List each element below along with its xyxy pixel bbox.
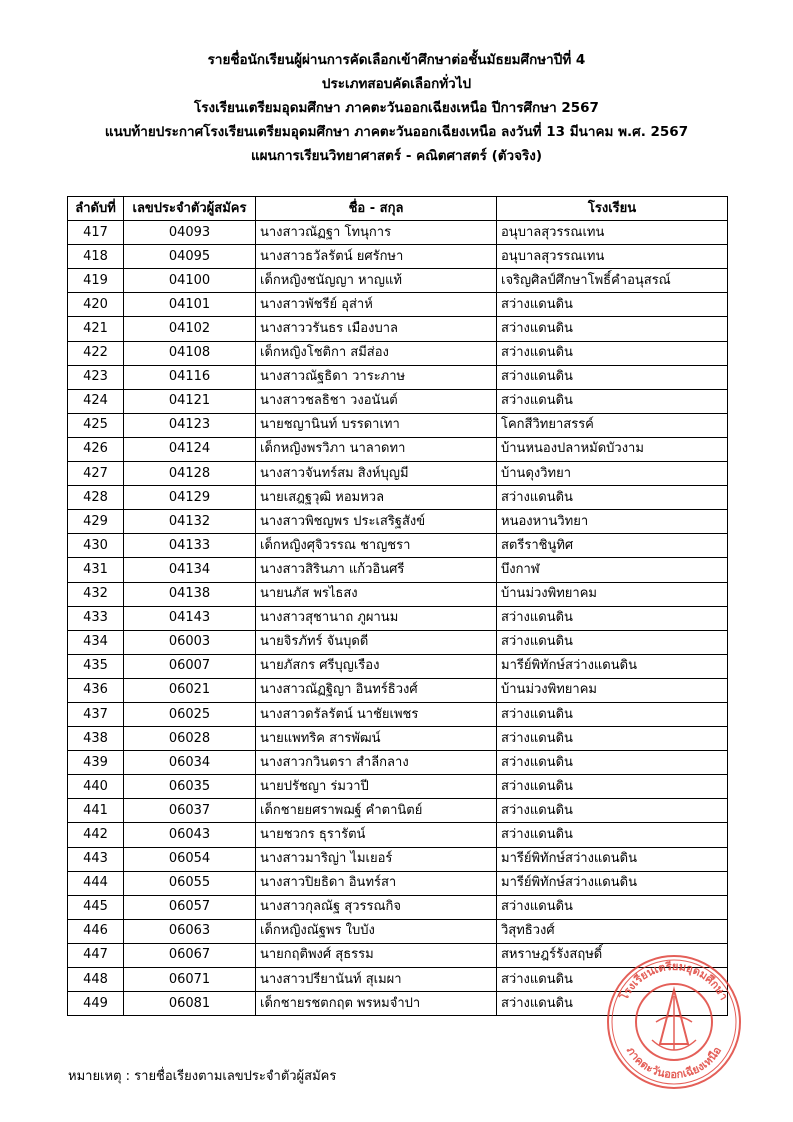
cell-name: นางสาวกวินตรา สำลีกลาง — [256, 751, 497, 775]
cell-applicant-no: 04101 — [124, 293, 256, 317]
cell-school: มารีย์พิทักษ์สว่างแดนดิน — [497, 871, 728, 895]
table-row — [68, 606, 728, 630]
table-row — [68, 269, 728, 293]
table-row — [68, 895, 728, 919]
cell-name: นางสาวปิยธิดา อินทร์สา — [256, 871, 497, 895]
cell-name: นางสาวณัฏฐา โทนุการ — [256, 221, 497, 245]
cell-name: นายกฤติพงศ์ สุธรรม — [256, 943, 497, 967]
cell-applicant-no: 04143 — [124, 606, 256, 630]
table-row — [68, 486, 728, 510]
header-exam-type: ประเภทสอบคัดเลือกทั่วไป — [321, 76, 472, 92]
cell-applicant-no: 06034 — [124, 751, 256, 775]
cell-order: 448 — [68, 968, 124, 992]
table-row — [68, 293, 728, 317]
cell-order: 449 — [68, 992, 124, 1016]
cell-school: สว่างแดนดิน — [497, 630, 728, 654]
cell-order: 418 — [68, 245, 124, 269]
table-row — [68, 799, 728, 823]
cell-order: 425 — [68, 413, 124, 437]
table-row — [68, 413, 728, 437]
table-row — [68, 751, 728, 775]
cell-name: นางสาวกุลณัฐ สุวรรณกิจ — [256, 895, 497, 919]
table-row — [68, 871, 728, 895]
cell-order: 417 — [68, 221, 124, 245]
table-row — [68, 919, 728, 943]
cell-order: 443 — [68, 847, 124, 871]
cell-school: สว่างแดนดิน — [497, 968, 728, 992]
cell-school: สว่างแดนดิน — [497, 775, 728, 799]
cell-applicant-no: 06081 — [124, 992, 256, 1016]
header-title: รายชื่อนักเรียนผู้ผ่านการคัดเลือกเข้าศึกษาต่อชั้นมัธยมศึกษาปีที่ 4 — [207, 52, 586, 68]
cell-name: นางสาวพัชรีย์ อุส่าห์ — [256, 293, 497, 317]
table-row — [68, 245, 728, 269]
footer-note: หมายเหตุ : รายชื่อเรียงตามเลขประจำตัวผู้สมัคร — [68, 1069, 337, 1084]
cell-applicant-no: 04138 — [124, 582, 256, 606]
cell-order: 444 — [68, 871, 124, 895]
table-row — [68, 775, 728, 799]
cell-name: นางสาววรันธร เมืองบาล — [256, 317, 497, 341]
cell-name: เด็กหญิงศุจิวรรณ ชาญชรา — [256, 534, 497, 558]
cell-school: บึงกาฬ — [497, 558, 728, 582]
cell-name: นางสาวณัฏฐิญา อินทร์ธิวงศ์ — [256, 678, 497, 702]
cell-name: นายชวกร ธุรารัตน์ — [256, 823, 497, 847]
cell-applicant-no: 06007 — [124, 654, 256, 678]
cell-school: สว่างแดนดิน — [497, 895, 728, 919]
cell-applicant-no: 06067 — [124, 943, 256, 967]
table-row — [68, 341, 728, 365]
seal-text-bottom: ภาคตะวันออกเฉียงเหนือ — [623, 1044, 725, 1082]
cell-order: 419 — [68, 269, 124, 293]
table-row — [68, 847, 728, 871]
cell-order: 424 — [68, 389, 124, 413]
cell-school: สว่างแดนดิน — [497, 992, 728, 1016]
cell-name: เด็กหญิงณัฐพร ใบบัง — [256, 919, 497, 943]
cell-order: 428 — [68, 486, 124, 510]
cell-name: นายชญานินท์ บรรดาเทา — [256, 413, 497, 437]
cell-name: นายแพทริค สารพัฒน์ — [256, 727, 497, 751]
cell-order: 437 — [68, 702, 124, 726]
cell-name: นางสาวมาริญ่า ไมเยอร์ — [256, 847, 497, 871]
cell-school: โคกสีวิทยาสรรค์ — [497, 413, 728, 437]
cell-applicant-no: 06054 — [124, 847, 256, 871]
cell-school: สว่างแดนดิน — [497, 823, 728, 847]
cell-applicant-no: 04129 — [124, 486, 256, 510]
cell-name: นางสาวปรียานันท์ สุเมผา — [256, 968, 497, 992]
cell-applicant-no: 06063 — [124, 919, 256, 943]
cell-order: 422 — [68, 341, 124, 365]
cell-order: 441 — [68, 799, 124, 823]
table-row — [68, 727, 728, 751]
cell-school: อนุบาลสุวรรณเทน — [497, 221, 728, 245]
cell-name: นางสาวพิชญพร ประเสริฐสังข์ — [256, 510, 497, 534]
cell-name: นายจิรภัทร์ จันบุดดี — [256, 630, 497, 654]
table-row — [68, 437, 728, 461]
cell-name: นายนภัส พรไธสง — [256, 582, 497, 606]
cell-order: 439 — [68, 751, 124, 775]
cell-applicant-no: 06035 — [124, 775, 256, 799]
header-study-plan: แผนการเรียนวิทยาศาสตร์ - คณิตศาสตร์ (ตัวจริง) — [250, 148, 543, 164]
cell-order: 421 — [68, 317, 124, 341]
cell-school: สว่างแดนดิน — [497, 293, 728, 317]
document-header — [0, 48, 793, 168]
cell-name: นางสาวสิรินภา แก้วอินศรี — [256, 558, 497, 582]
cell-school: สว่างแดนดิน — [497, 486, 728, 510]
cell-name: เด็กชายยศราพฌฐ์ คำตานิตย์ — [256, 799, 497, 823]
cell-school: สว่างแดนดิน — [497, 606, 728, 630]
cell-applicant-no: 04124 — [124, 437, 256, 461]
cell-name: เด็กหญิงโชติกา สมีส่อง — [256, 341, 497, 365]
cell-order: 446 — [68, 919, 124, 943]
cell-applicant-no: 04133 — [124, 534, 256, 558]
cell-school: วิสุทธิวงศ์ — [497, 919, 728, 943]
cell-order: 429 — [68, 510, 124, 534]
cell-school: สตรีราชินูทิศ — [497, 534, 728, 558]
cell-name: นางสาวธวัลรัตน์ ยศรักษา — [256, 245, 497, 269]
cell-school: สว่างแดนดิน — [497, 799, 728, 823]
table-body — [68, 221, 731, 1016]
cell-name: เด็กหญิงพรวิภา นาลาดทา — [256, 437, 497, 461]
cell-name: นายเสฎฐวุฒิ หอมหวล — [256, 486, 497, 510]
cell-applicant-no: 04116 — [124, 365, 256, 389]
cell-school: หนองหานวิทยา — [497, 510, 728, 534]
seal-text-top: โรงเรียนเตรียมอุดมศึกษา — [617, 959, 731, 1003]
cell-applicant-no: 06003 — [124, 630, 256, 654]
table-row — [68, 462, 728, 486]
cell-order: 447 — [68, 943, 124, 967]
student-roster-table — [67, 196, 731, 1016]
cell-school: สว่างแดนดิน — [497, 341, 728, 365]
cell-school: บ้านดุงวิทยา — [497, 462, 728, 486]
cell-name: นายภัสกร ศรีบุญเรือง — [256, 654, 497, 678]
cell-name: เด็กชายรชตกฤต พรหมจำปา — [256, 992, 497, 1016]
cell-order: 435 — [68, 654, 124, 678]
cell-school: สว่างแดนดิน — [497, 317, 728, 341]
cell-name: นายปรัชญา ร่มวาปี — [256, 775, 497, 799]
table-row — [68, 389, 728, 413]
school-seal-icon — [604, 952, 744, 1092]
cell-applicant-no: 06043 — [124, 823, 256, 847]
table-row — [68, 823, 728, 847]
col-header-order: ลำดับที่ — [68, 197, 124, 221]
cell-applicant-no: 04102 — [124, 317, 256, 341]
cell-school: บ้านหนองปลาหมัดบัวงาม — [497, 437, 728, 461]
cell-school: มารีย์พิทักษ์สว่างแดนดิน — [497, 847, 728, 871]
cell-name: นางสาวชลธิชา วงอนันต์ — [256, 389, 497, 413]
cell-order: 420 — [68, 293, 124, 317]
header-school-year: โรงเรียนเตรียมอุดมศึกษา ภาคตะวันออกเฉียงเหนือ ปีการศึกษา 2567 — [194, 100, 599, 116]
cell-order: 431 — [68, 558, 124, 582]
cell-school: สหราษฎร์รังสฤษดิ์ — [497, 943, 728, 967]
cell-school: สว่างแดนดิน — [497, 389, 728, 413]
cell-order: 445 — [68, 895, 124, 919]
cell-order: 426 — [68, 437, 124, 461]
cell-order: 423 — [68, 365, 124, 389]
cell-name: นางสาวสุชานาถ ภูผานม — [256, 606, 497, 630]
cell-order: 436 — [68, 678, 124, 702]
cell-applicant-no: 04093 — [124, 221, 256, 245]
table-row — [68, 678, 728, 702]
cell-applicant-no: 06071 — [124, 968, 256, 992]
cell-applicant-no: 04134 — [124, 558, 256, 582]
col-header-school: โรงเรียน — [497, 197, 728, 221]
table-row — [68, 317, 728, 341]
col-header-name: ชื่อ - สกุล — [256, 197, 497, 221]
cell-applicant-no: 04128 — [124, 462, 256, 486]
cell-school: สว่างแดนดิน — [497, 702, 728, 726]
cell-order: 438 — [68, 727, 124, 751]
cell-school: สว่างแดนดิน — [497, 727, 728, 751]
cell-school: อนุบาลสุวรรณเทน — [497, 245, 728, 269]
cell-school: สว่างแดนดิน — [497, 751, 728, 775]
cell-name: เด็กหญิงชนัญญา หาญแท้ — [256, 269, 497, 293]
cell-applicant-no: 04123 — [124, 413, 256, 437]
table-row — [68, 510, 728, 534]
table-row — [68, 365, 728, 389]
header-announcement: แนบท้ายประกาศโรงเรียนเตรียมอุดมศึกษา ภาคตะวันออกเฉียงเหนือ ลงวันที่ 13 มีนาคม พ.ศ. 2567 — [104, 124, 689, 140]
table-row — [68, 221, 728, 245]
cell-applicant-no: 06055 — [124, 871, 256, 895]
cell-order: 430 — [68, 534, 124, 558]
cell-applicant-no: 04100 — [124, 269, 256, 293]
cell-applicant-no: 04132 — [124, 510, 256, 534]
cell-order: 434 — [68, 630, 124, 654]
cell-name: นางสาวจันทร์สม สิงห์บุญมี — [256, 462, 497, 486]
table-row — [68, 534, 728, 558]
cell-applicant-no: 04121 — [124, 389, 256, 413]
cell-applicant-no: 04095 — [124, 245, 256, 269]
table-row — [68, 582, 728, 606]
cell-order: 432 — [68, 582, 124, 606]
cell-order: 440 — [68, 775, 124, 799]
cell-name: นางสาวณัฐธิดา วาระภาษ — [256, 365, 497, 389]
cell-order: 433 — [68, 606, 124, 630]
cell-applicant-no: 06025 — [124, 702, 256, 726]
table-row — [68, 630, 728, 654]
table-row — [68, 702, 728, 726]
cell-school: บ้านม่วงพิทยาคม — [497, 678, 728, 702]
table-header-row — [68, 197, 728, 221]
col-header-applicant-no: เลขประจำตัวผู้สมัคร — [124, 197, 256, 221]
cell-applicant-no: 06021 — [124, 678, 256, 702]
cell-order: 442 — [68, 823, 124, 847]
table-row — [68, 654, 728, 678]
cell-school: บ้านม่วงพิทยาคม — [497, 582, 728, 606]
cell-applicant-no: 06037 — [124, 799, 256, 823]
cell-applicant-no: 06057 — [124, 895, 256, 919]
cell-school: เจริญศิลป์ศึกษาโพธิ์คำอนุสรณ์ — [497, 269, 728, 293]
table-row — [68, 558, 728, 582]
cell-applicant-no: 06028 — [124, 727, 256, 751]
cell-order: 427 — [68, 462, 124, 486]
cell-name: นางสาวดรัลรัตน์ นาชัยเพชร — [256, 702, 497, 726]
cell-school: สว่างแดนดิน — [497, 365, 728, 389]
cell-school: มารีย์พิทักษ์สว่างแดนดิน — [497, 654, 728, 678]
cell-applicant-no: 04108 — [124, 341, 256, 365]
